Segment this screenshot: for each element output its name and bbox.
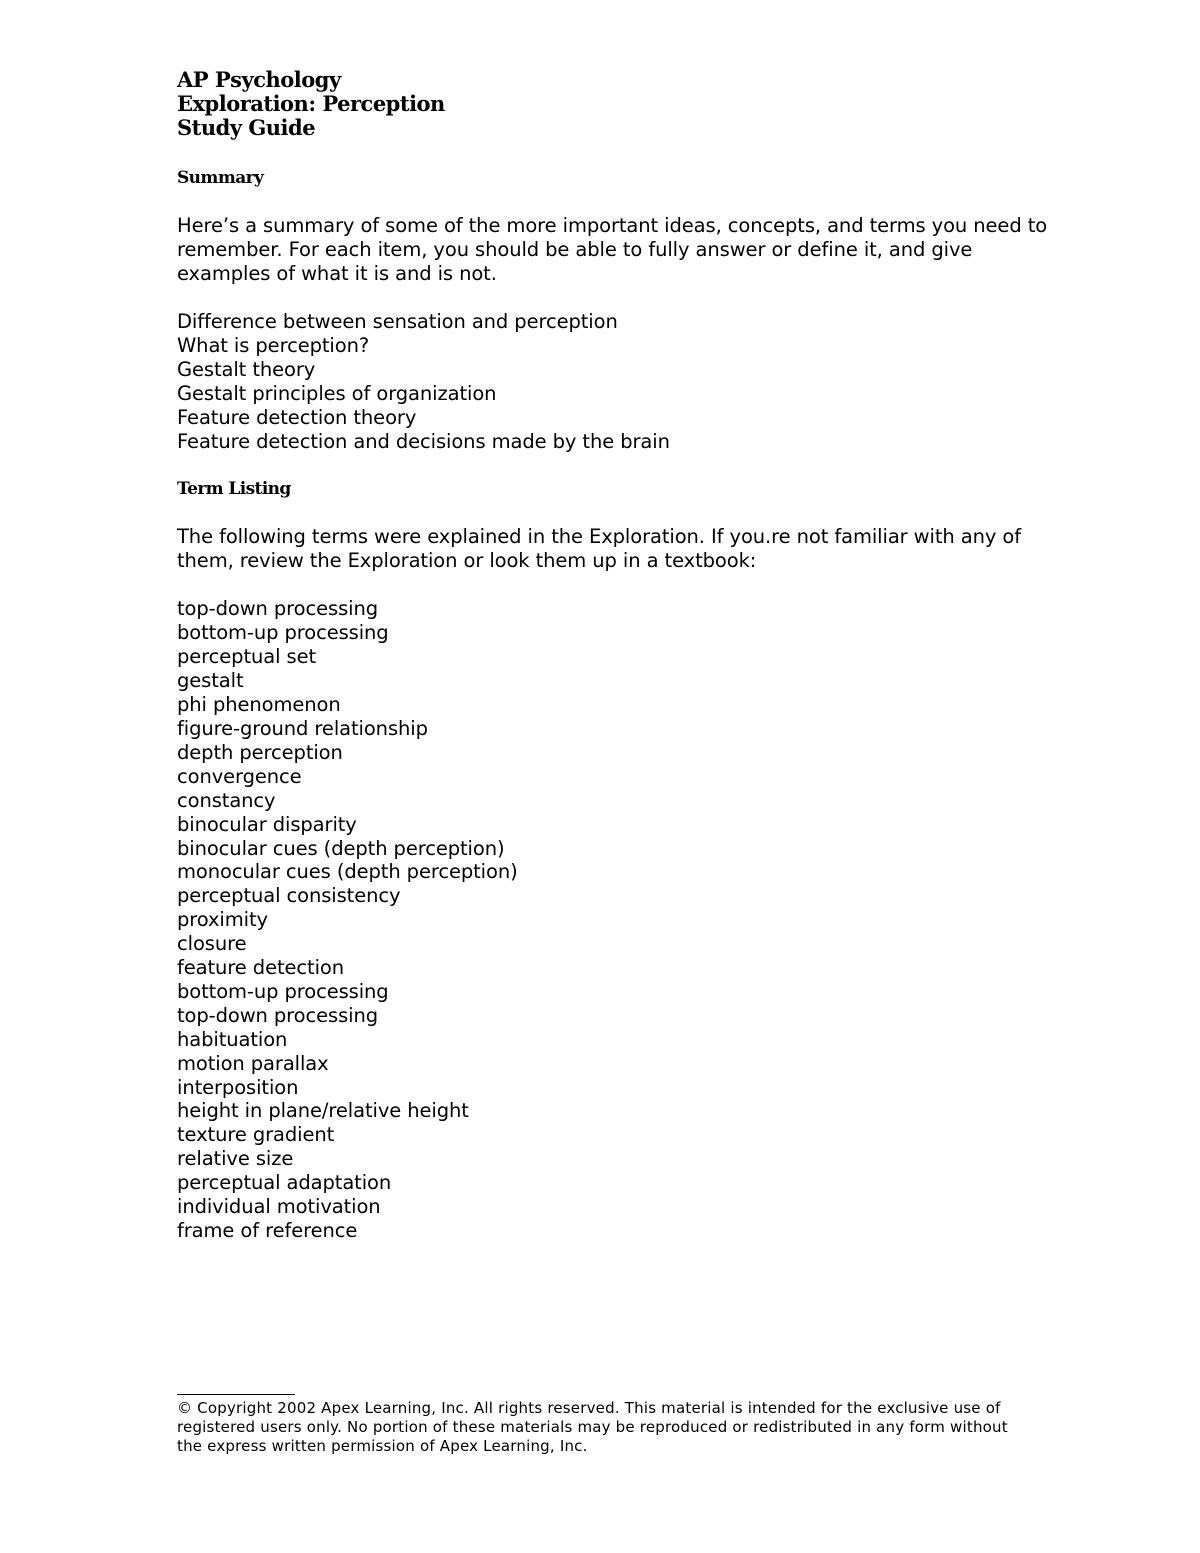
term-item: binocular disparity xyxy=(177,812,357,836)
term-item: perceptual adaptation xyxy=(177,1171,392,1195)
term-item: perceptual set xyxy=(177,645,317,669)
summary-item: Feature detection and decisions made by the brain xyxy=(177,429,670,453)
spacer xyxy=(177,286,1057,310)
spacer xyxy=(177,501,1057,525)
term-list xyxy=(177,597,1057,1242)
term-item: closure xyxy=(177,932,247,956)
term-item: texture gradient xyxy=(177,1123,335,1147)
term-item: relative size xyxy=(177,1147,294,1171)
term-item: constancy xyxy=(177,788,276,812)
copyright-notice: © Copyright 2002 Apex Learning, Inc. All rights reserved. This material is intended for the exclusive use of registered users only. No portion of these materials may be reproduced or redistributed in any form without the express written permission of Apex Learning, Inc. xyxy=(177,1399,1008,1455)
term-item: proximity xyxy=(177,908,268,932)
term-item: feature detection xyxy=(177,956,344,980)
term-item: convergence xyxy=(177,764,302,788)
term-item: bottom-up processing xyxy=(177,621,389,645)
term-item: height in plane/relative height xyxy=(177,1099,469,1123)
term-listing-intro: The following terms were explained in the Exploration. If you.re not familiar with any of them, review the Exploration or look them up in a textbook: xyxy=(177,525,1021,573)
summary-item: Gestalt theory xyxy=(177,357,316,381)
footnote xyxy=(177,1394,1027,1456)
term-item: top-down processing xyxy=(177,597,378,621)
summary-item-list xyxy=(177,310,1057,453)
term-item: habituation xyxy=(177,1027,288,1051)
term-item: figure-ground relationship xyxy=(177,716,428,740)
spacer xyxy=(177,190,1057,214)
term-item: gestalt xyxy=(177,669,244,693)
summary-item: Difference between sensation and perception xyxy=(177,310,618,333)
exploration-title: Exploration: Perception xyxy=(177,91,445,116)
term-item: individual motivation xyxy=(177,1195,381,1219)
footnote-rule xyxy=(177,1394,295,1395)
term-item: depth perception xyxy=(177,740,343,764)
term-item: frame of reference xyxy=(177,1219,358,1242)
term-item: interposition xyxy=(177,1075,299,1099)
term-item: motion parallax xyxy=(177,1051,329,1075)
spacer xyxy=(177,453,1057,477)
summary-item: What is perception? xyxy=(177,333,370,357)
summary-item: Gestalt principles of organization xyxy=(177,381,497,405)
term-listing-heading: Term Listing xyxy=(177,479,291,500)
document-title xyxy=(177,68,1057,140)
term-item: binocular cues (depth perception) xyxy=(177,836,505,860)
term-item: bottom-up processing xyxy=(177,979,389,1003)
summary-heading: Summary xyxy=(177,168,264,188)
summary-intro: Here’s a summary of some of the more important ideas, concepts, and terms you need to remember. For each item, you should be able to fully answer or define it, and give examples of what it is and is not. xyxy=(177,214,1048,285)
summary-item: Feature detection theory xyxy=(177,405,417,429)
term-item: monocular cues (depth perception) xyxy=(177,860,518,884)
term-item: phi phenomenon xyxy=(177,693,341,717)
spacer xyxy=(177,573,1057,597)
study-guide-page xyxy=(177,68,1057,1243)
term-item: perceptual consistency xyxy=(177,884,401,908)
guide-title: Study Guide xyxy=(177,115,316,140)
term-item: top-down processing xyxy=(177,1003,378,1027)
course-title: AP Psychology xyxy=(177,67,341,92)
spacer xyxy=(177,140,1057,166)
